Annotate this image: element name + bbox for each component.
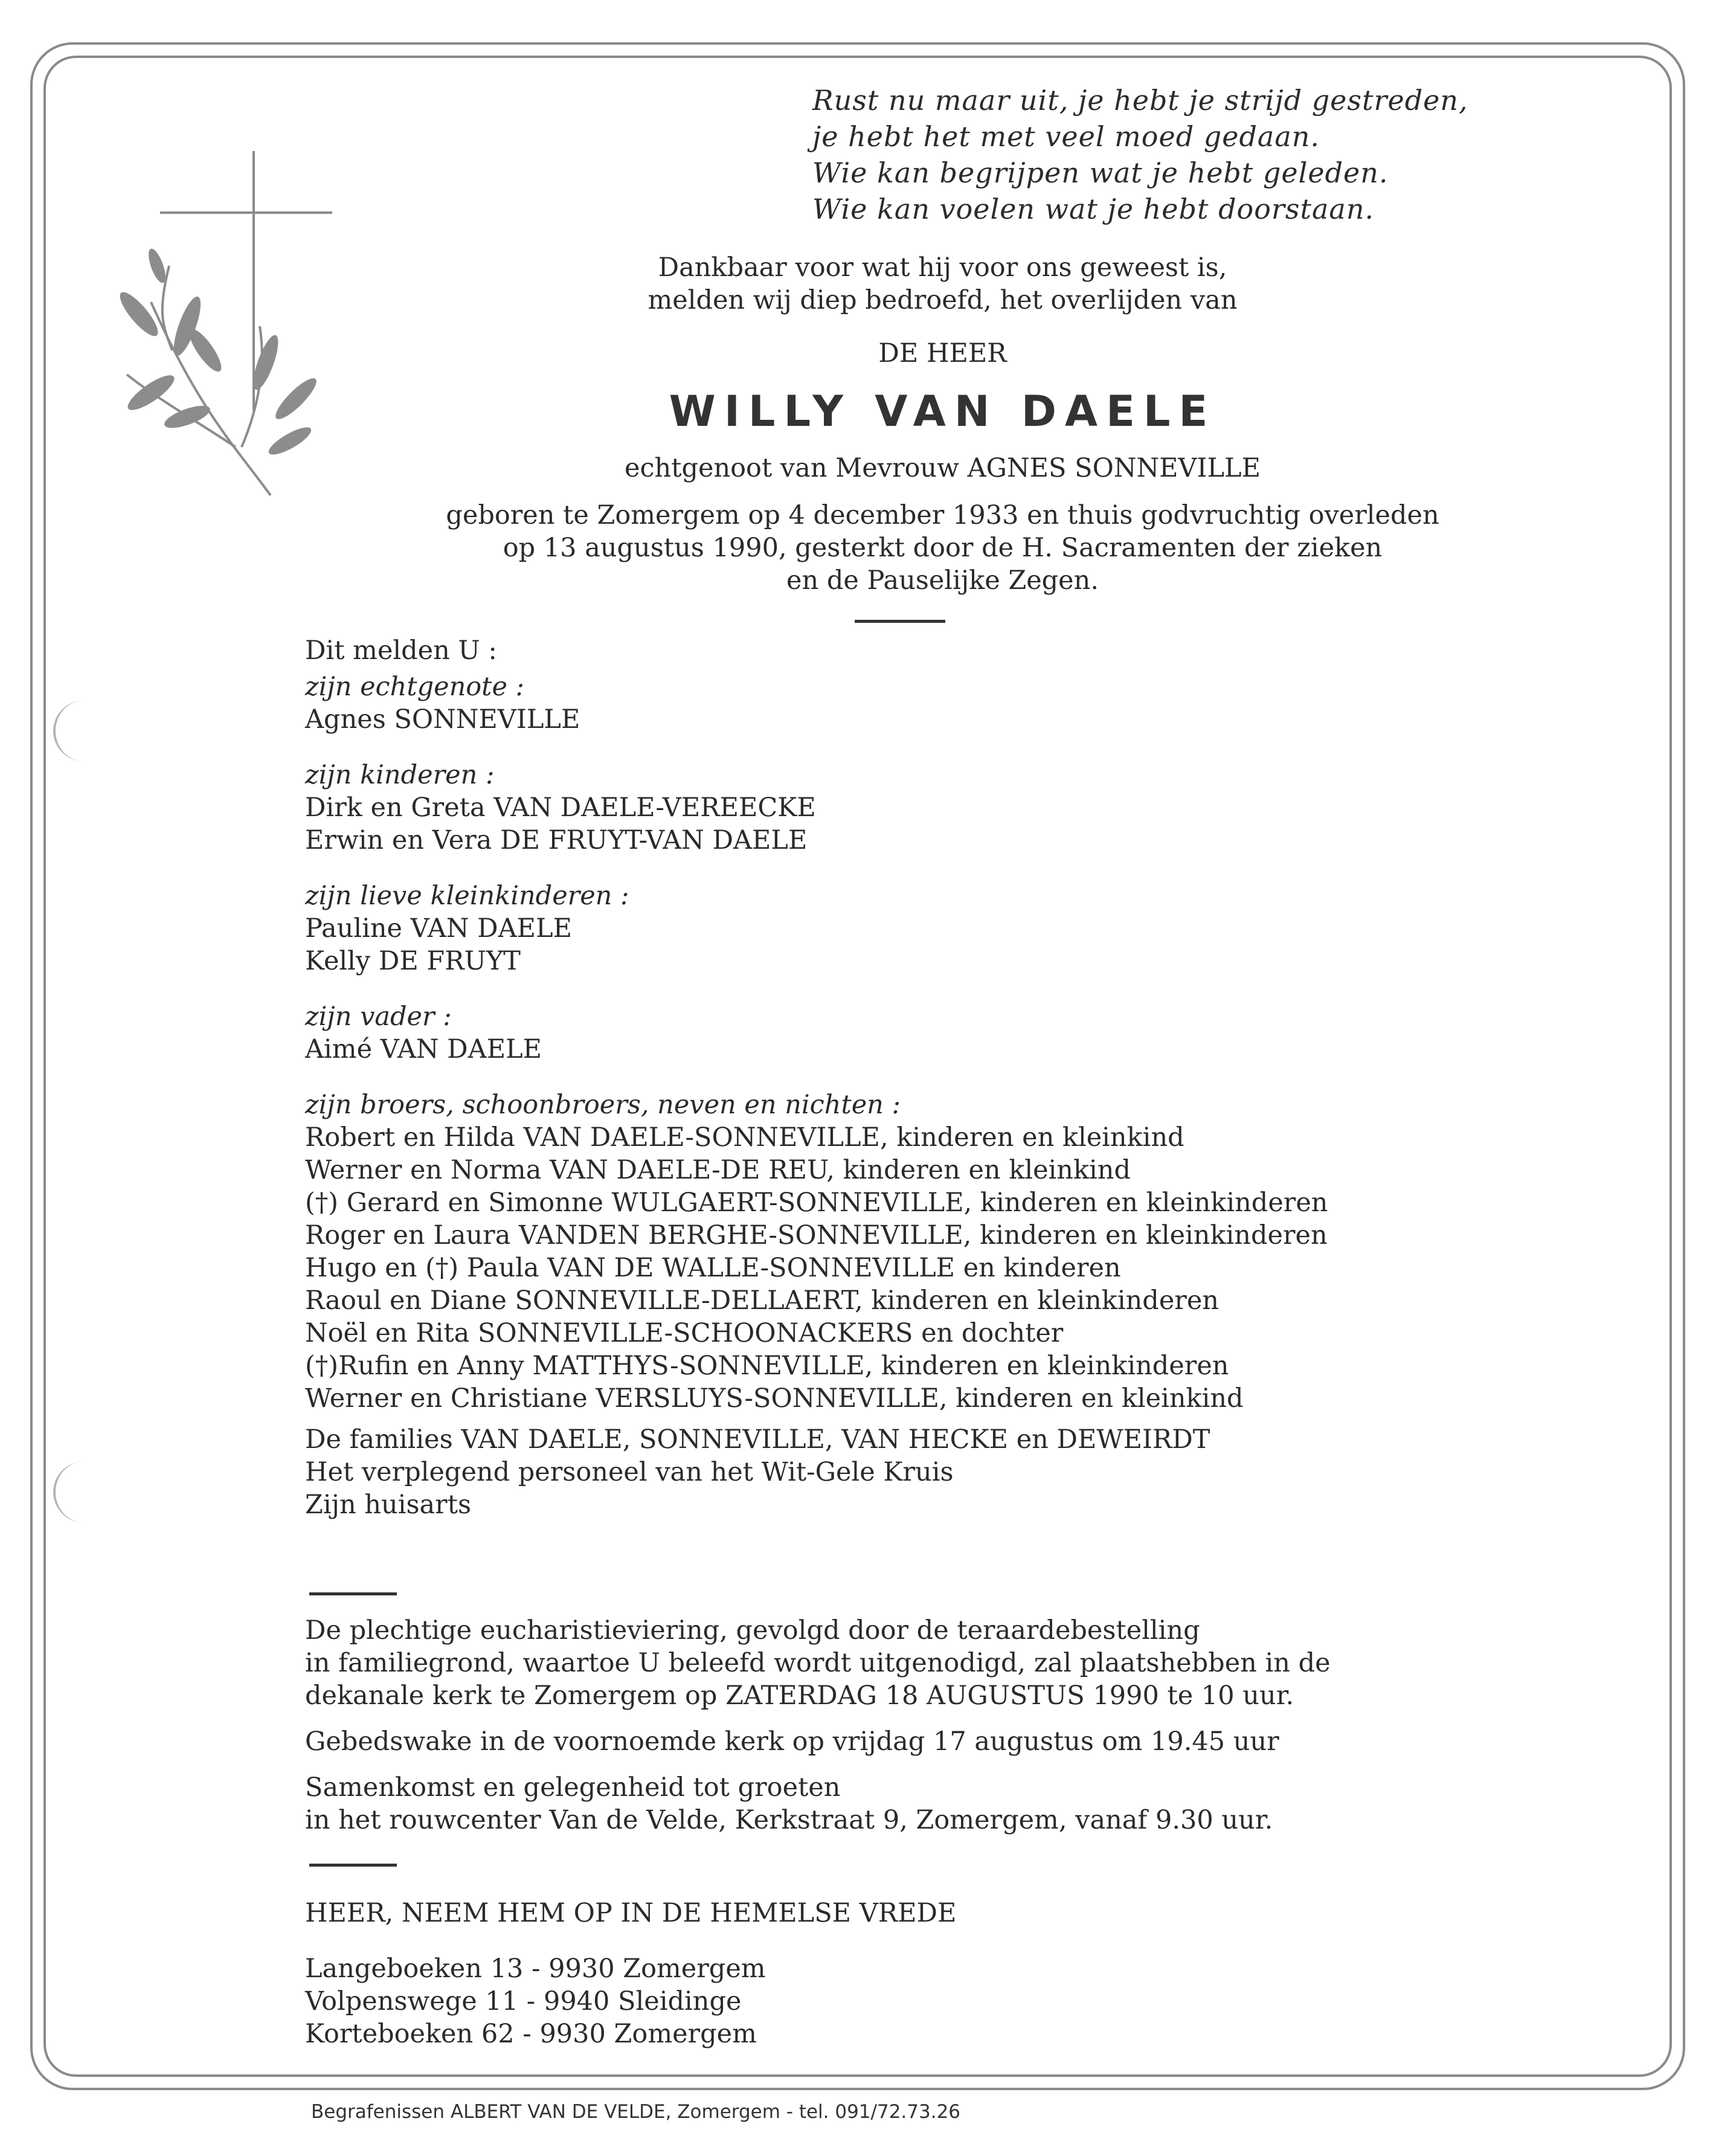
poem-line: Wie kan voelen wat je hebt doorstaan. [812,193,1375,225]
honorific: DE HEER [878,338,1007,368]
list-item: Zijn huisarts [305,1490,472,1520]
ceremony-line: dekanale kerk te Zomergem op ZATERDAG 18 AUGUSTUS 1990 te 10 uur. [305,1681,1294,1711]
list-item: Erwin en Vera DE FRUYT-VAN DAELE [305,825,808,855]
poem-line: je hebt het met veel moed gedaan. [812,120,1320,153]
group-label: zijn echtgenote : [305,672,525,702]
list-item: Noël en Rita SONNEVILLE-SCHOONACKERS en dochter [305,1318,1064,1348]
list-item: Hugo en (†) Paula VAN DE WALLE-SONNEVILLE en kinderen [305,1253,1121,1283]
divider [309,1592,397,1595]
ceremony-line: De plechtige eucharistieviering, gevolgd door de teraardebestelling [305,1615,1200,1646]
addresses [305,1952,766,2050]
list-item: Werner en Christiane VERSLUYS-SONNEVILLE, kinderen en kleinkind [305,1383,1244,1414]
vigil-line: Gebedswake in de voornoemde kerk op vrijdag 17 augustus om 19.45 uur [305,1726,1279,1757]
gathering-line: Samenkomst en gelegenheid tot groeten [305,1772,841,1803]
poem-line: Rust nu maar uit, je hebt je strijd gestreden, [812,84,1468,117]
list-item: Kelly DE FRUYT [305,946,521,976]
list-item: Dirk en Greta VAN DAELE-VEREECKE [305,793,816,823]
spouse-line: echtgenoot van Mevrouw AGNES SONNEVILLE [625,453,1261,483]
list-item: Pauline VAN DAELE [305,913,572,944]
birth-death-line: op 13 augustus 1990, gesterkt door de H. Sacramenten der zieken [503,533,1383,563]
list-item: (†) Gerard en Simonne WULGAERT-SONNEVILLE, kinderen en kleinkinderen [305,1188,1328,1218]
list-item: Het verplegend personeel van het Wit-Gele Kruis [305,1457,954,1487]
prayer: HEER, NEEM HEM OP IN DE HEMELSE VREDE [305,1898,957,1928]
list-item: (†)Rufin en Anny MATTHYS-SONNEVILLE, kinderen en kleinkinderen [305,1351,1229,1381]
list-item: Werner en Norma VAN DAELE-DE REU, kinderen en kleinkind [305,1155,1131,1185]
ceremony-info [305,1614,1331,1836]
intro-line: melden wij diep bedroefd, het overlijden van [648,285,1238,315]
address-line: Langeboeken 13 - 9930 Zomergem [305,1954,766,1984]
group-label: zijn kinderen : [305,760,495,790]
ceremony-line: in familiegrond, waartoe U beleefd wordt uitgenodigd, zal plaatshebben in de [305,1648,1331,1678]
announcers-heading: Dit melden U : [305,636,497,666]
birth-death-line: en de Pauselijke Zegen. [786,565,1099,596]
list-item: Robert en Hilda VAN DAELE-SONNEVILLE, kinderen en kleinkind [305,1122,1184,1153]
group-label: zijn broers, schoonbroers, neven en nichten : [305,1090,901,1120]
gathering-line: in het rouwcenter Van de Velde, Kerkstraat 9, Zomergem, vanaf 9.30 uur. [305,1805,1273,1835]
list-item: Aimé VAN DAELE [305,1034,542,1064]
list-item: Raoul en Diane SONNEVILLE-DELLAERT, kinderen en kleinkinderen [305,1286,1219,1316]
divider [309,1864,397,1867]
divider [855,620,945,623]
list-item: Roger en Laura VANDEN BERGHE-SONNEVILLE, kinderen en kleinkinderen [305,1220,1328,1250]
poem [812,82,1468,227]
list-item: De families VAN DAELE, SONNEVILLE, VAN HECKE en DEWEIRDT [305,1424,1210,1455]
address-line: Volpenswege 11 - 9940 Sleidinge [305,1986,742,2016]
address-line: Korteboeken 62 - 9930 Zomergem [305,2019,757,2049]
undertaker-footer: Begrafenissen ALBERT VAN DE VELDE, Zomergem - tel. 091/72.73.26 [311,2101,961,2123]
intro-line: Dankbaar voor wat hij voor ons geweest is, [658,253,1227,283]
deceased-name: WILLY VAN DAELE [669,387,1216,436]
birth-death-line: geboren te Zomergem op 4 december 1933 en thuis godvruchtig overleden [446,500,1439,530]
group-label: zijn lieve kleinkinderen : [305,881,629,911]
list-item: Agnes SONNEVILLE [305,704,580,735]
group-label: zijn vader : [305,1002,452,1032]
announcers-list [305,634,1328,1521]
poem-line: Wie kan begrijpen wat je hebt geleden. [812,156,1389,189]
